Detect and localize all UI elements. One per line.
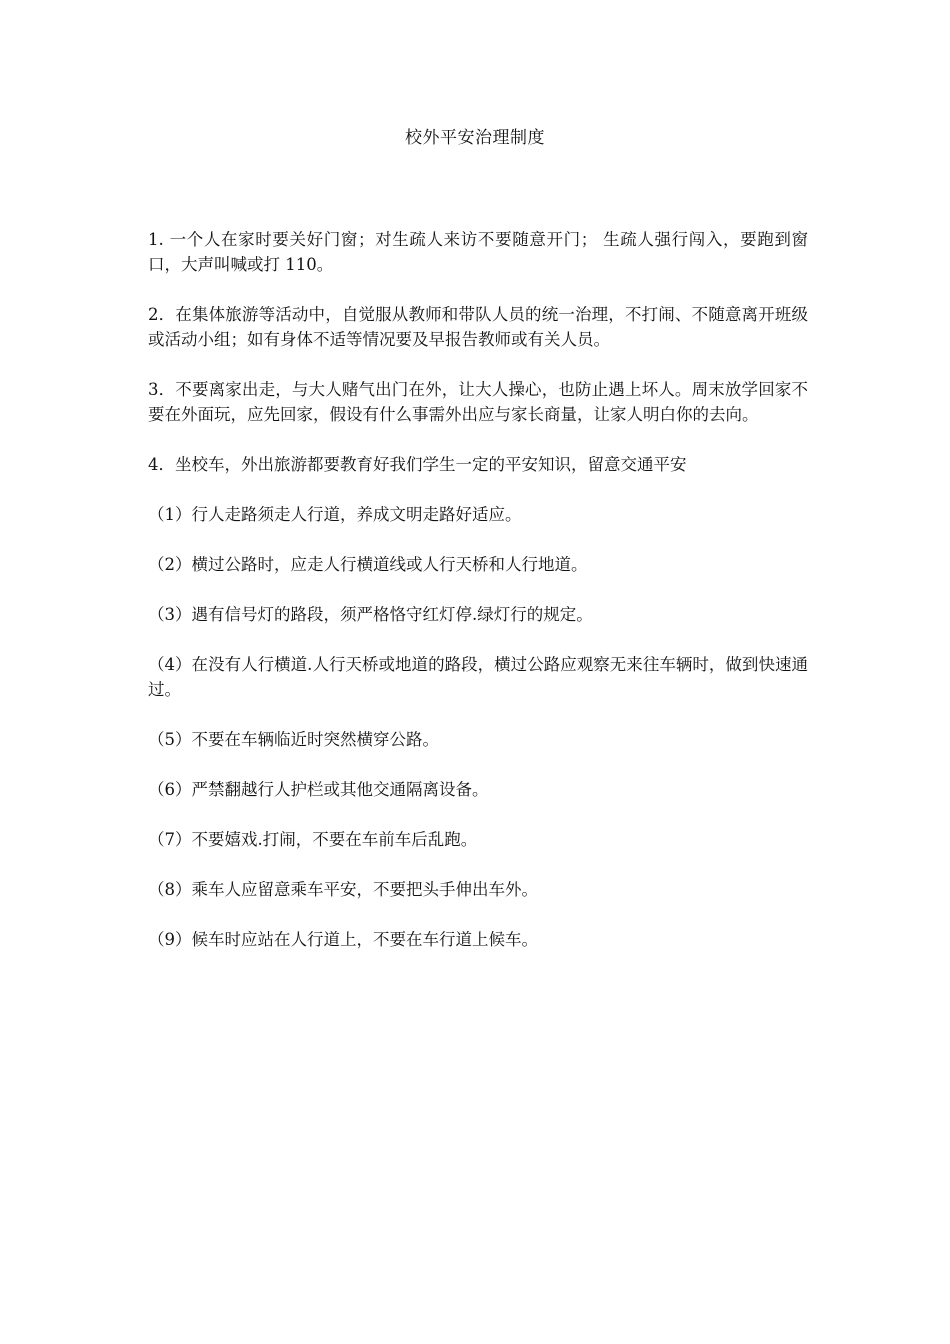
paragraph-item-5: （5）不要在车辆临近时突然横穿公路。 [148,730,439,749]
paragraph-rule-2: 2．在集体旅游等活动中，自觉服从教师和带队人员的统一治理，不打闹、不随意离开班级或活动小组；如有身体不适等情况要及早报告教师或有关人员。 [148,305,808,349]
paragraph-item-4: （4）在没有人行横道.人行天桥或地道的路段，横过公路应观察无来往车辆时，做到快速通过。 [148,655,808,699]
paragraph-item-2: （2）横过公路时，应走人行横道线或人行天桥和人行地道。 [148,555,588,574]
document-title: 校外平安治理制度 [405,128,545,148]
paragraph-rule-1: 1. 一个人在家时要关好门窗；对生疏人来访不要随意开门； 生疏人强行闯入，要跑到窗口，大声叫喊或打 110。 [148,230,808,274]
paragraph-item-8: （8）乘车人应留意乘车平安，不要把头手伸出车外。 [148,880,538,899]
paragraph-item-7: （7）不要嬉戏.打闹，不要在车前车后乱跑。 [148,830,478,849]
paragraph-item-1: （1）行人走路须走人行道，养成文明走路好适应。 [148,505,522,524]
paragraph-item-9: （9）候车时应站在人行道上，不要在车行道上候车。 [148,930,538,949]
paragraph-rule-3: 3．不要离家出走，与大人赌气出门在外，让大人操心，也防止遇上坏人。周末放学回家不要在外面玩，应先回家，假设有什么事需外出应与家长商量，让家人明白你的去向。 [148,380,808,424]
document-body [148,227,808,977]
paragraph-item-3: （3）遇有信号灯的路段，须严格恪守红灯停.绿灯行的规定。 [148,605,593,624]
paragraph-rule-4: 4．坐校车，外出旅游都要教育好我们学生一定的平安知识，留意交通平安 [148,455,687,474]
paragraph-item-6: （6）严禁翻越行人护栏或其他交通隔离设备。 [148,780,489,799]
